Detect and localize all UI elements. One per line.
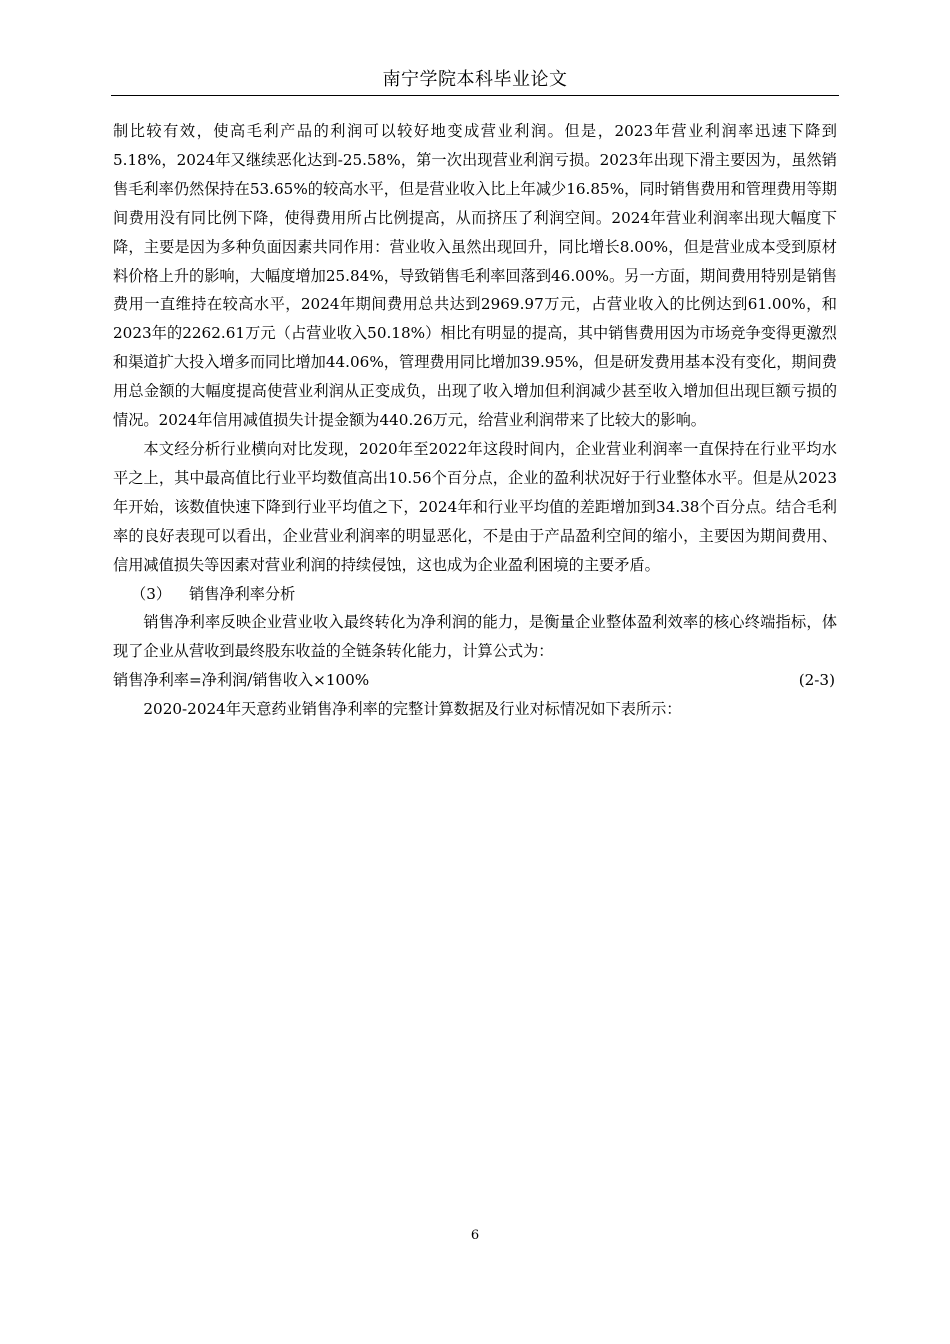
- body-text: [113, 117, 837, 724]
- paragraph-operating-margin-continued: 制比较有效，使高毛利产品的利润可以较好地变成营业利润。但是，2023年营业利润率迅速下降到5.18%，2024年又继续恶化达到-25.58%，第一次出现营业利润亏损。2023年出现下滑主要因为，虽然销售毛利率仍然保持在53.65%的较高水平，但是营业收入比上年减少16.85%，同时销售费用和管理费用等期间费用没有同比例下降，使得费用所占比例提高，从而挤压了利润空间。2024年营业利润率出现大幅度下降，主要是因为多种负面因素共同作用：营业收入虽然出现回升，同比增长8.00%，但是营业成本受到原材料价格上升的影响，大幅度增加25.84%，导致销售毛利率回落到46.00%。另一方面，期间费用特别是销售费用一直维持在较高水平，2024年期间费用总共达到2969.97万元，占营业收入的比例达到61.00%，和2023年的2262.61万元（占营业收入50.18%）相比有明显的提高，其中销售费用因为市场竞争变得更激烈和渠道扩大投入增多而同比增加44.06%，管理费用同比增加39.95%，但是研发费用基本没有变化，期间费用总金额的大幅度提高使营业利润从正变成负，出现了收入增加但利润减少甚至收入增加但出现巨额亏损的情况。2024年信用减值损失计提金额为440.26万元，给营业利润带来了比较大的影响。: [113, 122, 837, 430]
- paragraph-industry-comparison: 本文经分析行业横向对比发现，2020年至2022年这段时间内，企业营业利润率一直保持在行业平均水平之上，其中最高值比行业平均数值高出10.56个百分点，企业的盈利状况好于行业整体水平。但是从2023年开始，该数值快速下降到行业平均值之下，2024年和行业平均值的差距增加到34.38个百分点。结合毛利率的良好表现可以看出，企业营业利润率的明显恶化，不是由于产品盈利空间的缩小，主要因为期间费用、信用减值损失等因素对营业利润的持续侵蚀，这也成为企业盈利困境的主要矛盾。: [113, 439, 837, 574]
- equation-number: (2-3): [798, 671, 835, 690]
- formula-line: [113, 666, 837, 695]
- section-title: 销售净利率分析: [189, 584, 296, 603]
- paragraph-net-margin-intro: 销售净利率反映企业营业收入最终转化为净利润的能力，是衡量企业整体盈利效率的核心终端指标，体现了企业从营收到最终股东收益的全链条转化能力，计算公式为：: [113, 613, 837, 661]
- running-header: 南宁学院本科毕业论文: [382, 69, 568, 90]
- section-heading: [113, 580, 837, 609]
- section-number: （3）: [131, 584, 172, 603]
- page-number: 6: [470, 1228, 480, 1243]
- formula-expression: 销售净利率=净利润/销售收入×100%: [113, 671, 370, 690]
- header-divider: [111, 95, 839, 96]
- paragraph-table-intro: 2020-2024年天意药业销售净利率的完整计算数据及行业对标情况如下表所示：: [143, 700, 682, 719]
